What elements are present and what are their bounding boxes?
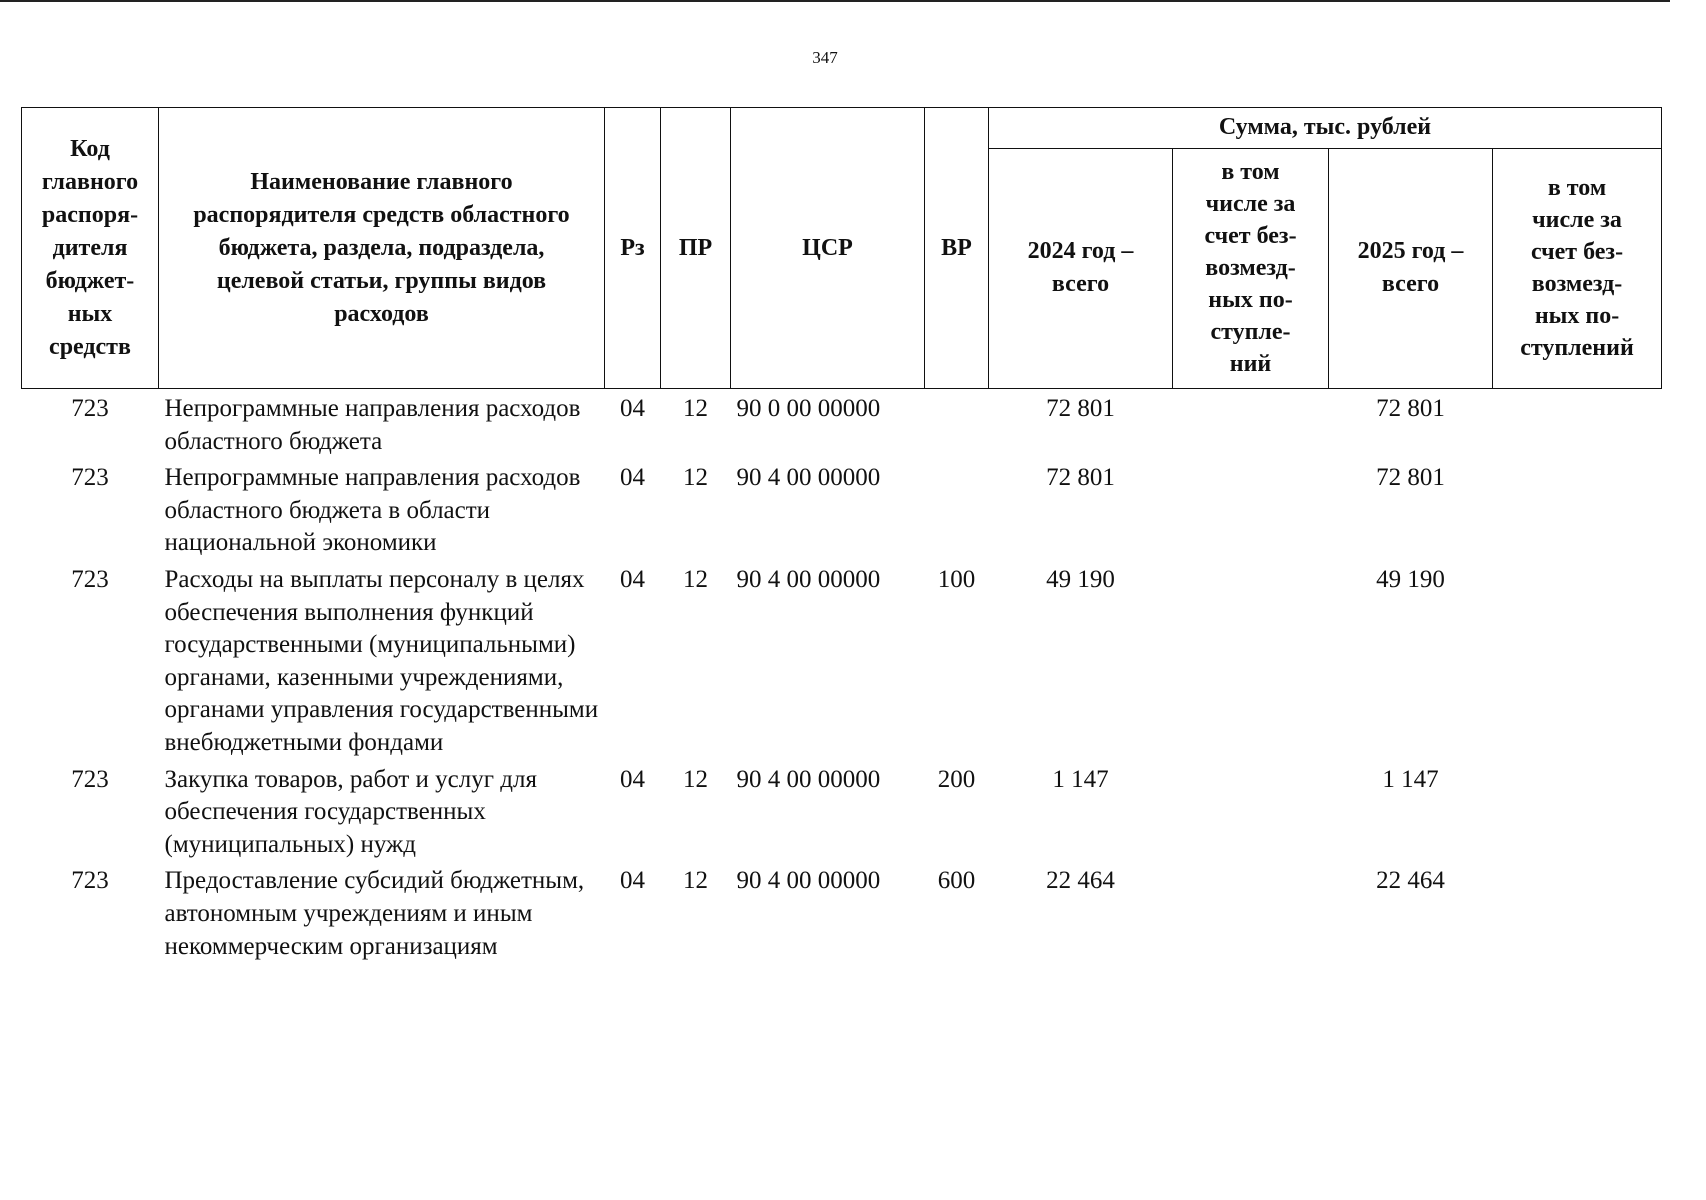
header-name: Наименование главного распорядителя средств областного бюджета, раздела, подраздела, целевой статьи, группы видов расходов xyxy=(159,108,605,389)
header-rz: Рз xyxy=(605,108,661,389)
cell-2025-free xyxy=(1493,560,1662,760)
cell-pr: 12 xyxy=(683,565,708,593)
header-csr: ЦСР xyxy=(731,108,925,389)
cell-pr: 12 xyxy=(683,867,708,895)
cell-2024-free xyxy=(1173,560,1329,760)
cell-2024-total: 72 801 xyxy=(1046,464,1115,492)
cell-vr xyxy=(925,389,989,459)
cell-name: Непрограммные направления расходов областного бюджета xyxy=(164,395,581,455)
cell-2025-total: 72 801 xyxy=(1376,464,1445,492)
header-2025-free: в том числе за счет без-возмезд-ных по-ступлений xyxy=(1493,148,1662,388)
cell-name: Закупка товаров, работ и услуг для обеспечения государственных (муниципальных) нужд xyxy=(164,765,537,858)
cell-2024-total: 49 190 xyxy=(1046,565,1115,593)
cell-2025-free xyxy=(1493,760,1662,862)
table-row xyxy=(22,458,1662,560)
cell-vr: 600 xyxy=(937,867,976,895)
header-vr: ВР xyxy=(925,108,989,389)
cell-csr: 90 0 00 00000 xyxy=(736,395,881,422)
page-number: 347 xyxy=(812,48,838,67)
header-2024-total: 2024 год – всего xyxy=(989,148,1173,388)
cell-pr: 12 xyxy=(683,464,708,492)
cell-2024-total: 22 464 xyxy=(1046,867,1115,895)
cell-2025-free xyxy=(1493,861,1662,963)
header-pr: ПР xyxy=(661,108,731,389)
cell-rz: 04 xyxy=(620,867,645,895)
cell-2025-total: 1 147 xyxy=(1382,765,1439,793)
top-border-rule xyxy=(0,0,1670,2)
cell-2024-free xyxy=(1173,760,1329,862)
cell-2024-free xyxy=(1173,861,1329,963)
header-sum-group: Сумма, тыс. рублей xyxy=(989,108,1662,149)
cell-code: 723 xyxy=(71,395,109,422)
cell-2025-total: 72 801 xyxy=(1376,395,1445,422)
header-2025-total: 2025 год – всего xyxy=(1329,148,1493,388)
table-body xyxy=(22,389,1662,964)
cell-rz: 04 xyxy=(620,464,645,492)
cell-rz: 04 xyxy=(620,565,645,593)
cell-2024-free xyxy=(1173,389,1329,459)
cell-pr: 12 xyxy=(683,765,708,793)
cell-name: Предоставление субсидий бюджетным, автономным учреждениям и иным некоммерческим организациям xyxy=(164,867,585,960)
cell-vr: 100 xyxy=(937,565,976,593)
cell-vr xyxy=(925,458,989,560)
budget-table xyxy=(21,107,1662,963)
cell-rz: 04 xyxy=(620,765,645,793)
cell-2025-total: 49 190 xyxy=(1376,565,1445,593)
cell-rz: 04 xyxy=(620,395,645,422)
cell-2024-free xyxy=(1173,458,1329,560)
header-code: Код главного распоря-дителя бюджет-ных средств xyxy=(22,108,159,389)
cell-pr: 12 xyxy=(683,395,708,422)
table-row xyxy=(22,861,1662,963)
cell-2025-free xyxy=(1493,389,1662,459)
cell-name: Непрограммные направления расходов областного бюджета в области национальной экономики xyxy=(164,464,581,557)
table-row xyxy=(22,560,1662,760)
cell-code: 723 xyxy=(71,565,109,593)
cell-csr: 90 4 00 00000 xyxy=(736,765,881,793)
table-row xyxy=(22,760,1662,862)
cell-2024-total: 1 147 xyxy=(1052,765,1109,793)
cell-csr: 90 4 00 00000 xyxy=(736,565,881,593)
cell-2024-total: 72 801 xyxy=(1046,395,1115,422)
header-2024-free: в том числе за счет без-возмезд-ных по-ступле-ний xyxy=(1173,148,1329,388)
cell-vr: 200 xyxy=(937,765,976,793)
cell-2025-total: 22 464 xyxy=(1376,867,1445,895)
cell-2025-free xyxy=(1493,458,1662,560)
cell-code: 723 xyxy=(71,867,109,895)
cell-code: 723 xyxy=(71,765,109,793)
cell-name: Расходы на выплаты персоналу в целях обеспечения выполнения функций государственными (муниципальными) органами, казенными учреждениями, органами управления государственными внебюджетными фондами xyxy=(164,565,599,756)
cell-code: 723 xyxy=(71,464,109,492)
table-row xyxy=(22,389,1662,459)
cell-csr: 90 4 00 00000 xyxy=(736,867,881,895)
table-header xyxy=(22,108,1662,389)
cell-csr: 90 4 00 00000 xyxy=(736,464,881,492)
